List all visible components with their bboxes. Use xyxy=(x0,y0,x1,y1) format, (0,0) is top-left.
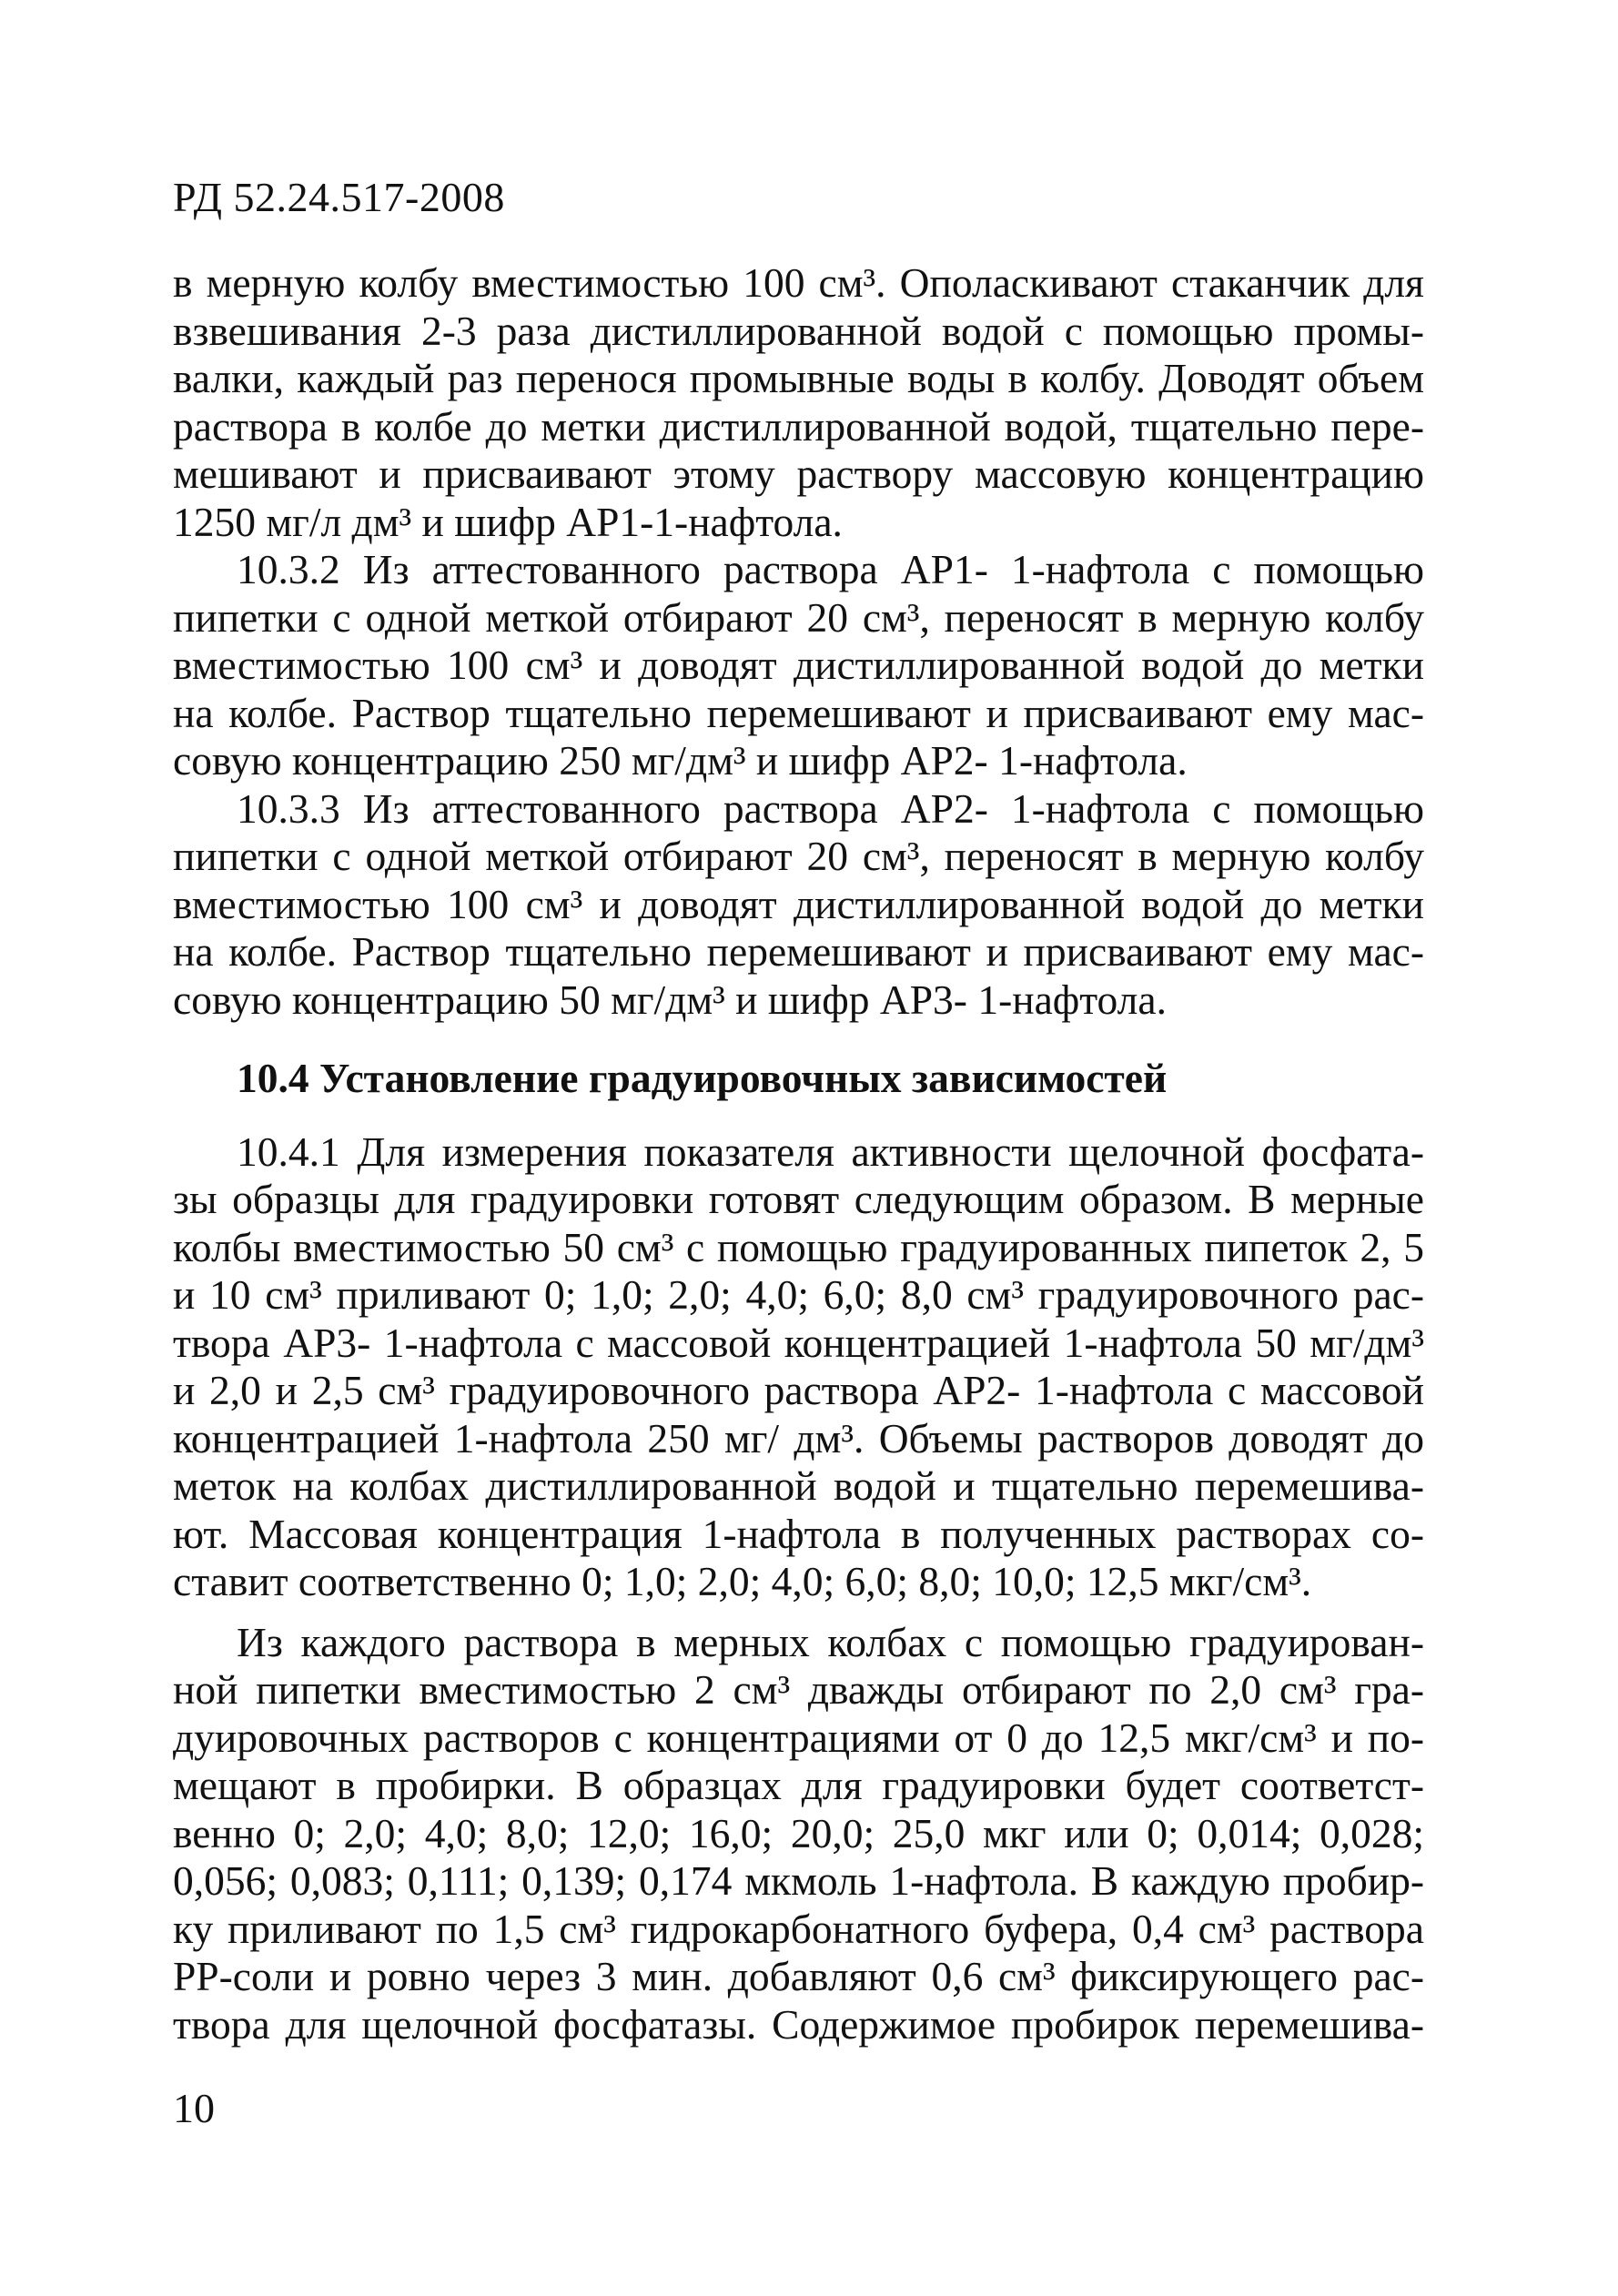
text-line: 10.3.3 Из аттестованного раствора АР2- 1-нафтола с помощью xyxy=(237,784,1424,832)
text-line: 10.3.2 Из аттестованного раствора АР1- 1-нафтола с помощью xyxy=(237,546,1424,592)
text-line: РР-соли и ровно через 3 мин. добавляют 0,6 см³ фиксирующего рас- xyxy=(173,1953,1424,1999)
text-line: пипетки с одной меткой отбирают 20 см³, переносят в мерную колбу xyxy=(173,833,1424,879)
paragraph-continuation xyxy=(173,259,1424,546)
text-line: твора АР3- 1-нафтола с массовой концентрацией 1-нафтола 50 мг/дм³ xyxy=(173,1319,1424,1366)
text-line: Из каждого раствора в мерных колбах с помощью градуирован- xyxy=(237,1618,1424,1665)
page-number: 10 xyxy=(173,2085,215,2131)
text-line: колбы вместимостью 50 см³ с помощью градуированных пипеток 2, 5 xyxy=(173,1223,1424,1270)
text-line: вместимостью 100 см³ и доводят дистиллированной водой до метки xyxy=(173,880,1424,927)
text-line: и 2,0 и 2,5 см³ градуировочного раствора АР2- 1-нафтола с массовой xyxy=(173,1367,1424,1413)
document-body xyxy=(173,259,1424,2048)
text-line: мешивают и присваивают этому раствору массовую концентрацию xyxy=(173,450,1424,497)
text-line: в мерную колбу вместимостью 100 см³. Ополаскивают стаканчик для xyxy=(173,259,1424,306)
paragraph-calibration-samples xyxy=(173,1619,1424,2049)
text-line: 0,056; 0,083; 0,111; 0,139; 0,174 мкмоль 1-нафтола. В каждую пробир- xyxy=(173,1857,1424,1904)
text-line: ют. Массовая концентрация 1-нафтола в полученных растворах со- xyxy=(173,1510,1424,1557)
text-line: концентрацией 1-нафтола 250 мг/ дм³. Объемы растворов доводят до xyxy=(173,1414,1424,1462)
text-line: ной пипетки вместимостью 2 см³ дважды отбирают по 2,0 см³ гра- xyxy=(173,1666,1424,1713)
text-line: 1250 мг/л дм³ и шифр АР1-1-нафтола. xyxy=(173,498,843,545)
text-line: раствора в колбе до метки дистиллированной водой, тщательно пере- xyxy=(173,402,1424,450)
text-line: на колбе. Раствор тщательно перемешивают и присваивают ему мас- xyxy=(173,928,1424,975)
paragraph-10-4-1 xyxy=(173,1128,1424,1606)
text-line: вместимостью 100 см³ и доводят дистиллированной водой до метки xyxy=(173,642,1424,688)
text-line: валки, каждый раз перенося промывные воды в колбу. Доводят объем xyxy=(173,355,1424,401)
section-heading-10-4: 10.4 Установление градуировочных зависимостей xyxy=(237,1055,1168,1101)
text-line: зы образцы для градуировки готовят следующим образом. В мерные xyxy=(173,1176,1424,1222)
text-line: пипетки с одной меткой отбирают 20 см³, переносят в мерную колбу xyxy=(173,593,1424,641)
text-line: и 10 см³ приливают 0; 1,0; 2,0; 4,0; 6,0; 8,0 см³ градуировочного рас- xyxy=(173,1271,1424,1318)
document-code-header: РД 52.24.517-2008 xyxy=(173,174,505,220)
text-line: твора для щелочной фосфатазы. Содержимое пробирок перемешива- xyxy=(173,2000,1424,2048)
text-line: ку приливают по 1,5 см³ гидрокарбонатного буфера, 0,4 см³ раствора xyxy=(173,1905,1424,1952)
text-line: взвешивания 2-3 раза дистиллированной водой с помощью промы- xyxy=(173,307,1424,354)
text-line: мещают в пробирки. В образцах для градуировки будет соответст- xyxy=(173,1762,1424,1808)
text-line: совую концентрацию 250 мг/дм³ и шифр АР2- 1-нафтола. xyxy=(173,737,1188,784)
text-line: на колбе. Раствор тщательно перемешивают и присваивают ему мас- xyxy=(173,689,1424,736)
text-line: 10.4.1 Для измерения показателя активности щелочной фосфата- xyxy=(237,1128,1424,1175)
paragraph-10-3-3 xyxy=(173,785,1424,1025)
text-line: венно 0; 2,0; 4,0; 8,0; 12,0; 16,0; 20,0; 25,0 мкг или 0; 0,014; 0,028; xyxy=(173,1809,1424,1856)
text-line: ставит соответственно 0; 1,0; 2,0; 4,0; 6,0; 8,0; 10,0; 12,5 мкг/см³. xyxy=(173,1558,1312,1604)
text-line: дуировочных растворов с концентрациями от 0 до 12,5 мкг/см³ и по- xyxy=(173,1714,1424,1761)
text-line: совую концентрацию 50 мг/дм³ и шифр АР3- 1-нафтола. xyxy=(173,976,1167,1023)
paragraph-10-3-2 xyxy=(173,546,1424,785)
text-line: меток на колбах дистиллированной водой и тщательно перемешива- xyxy=(173,1462,1424,1509)
